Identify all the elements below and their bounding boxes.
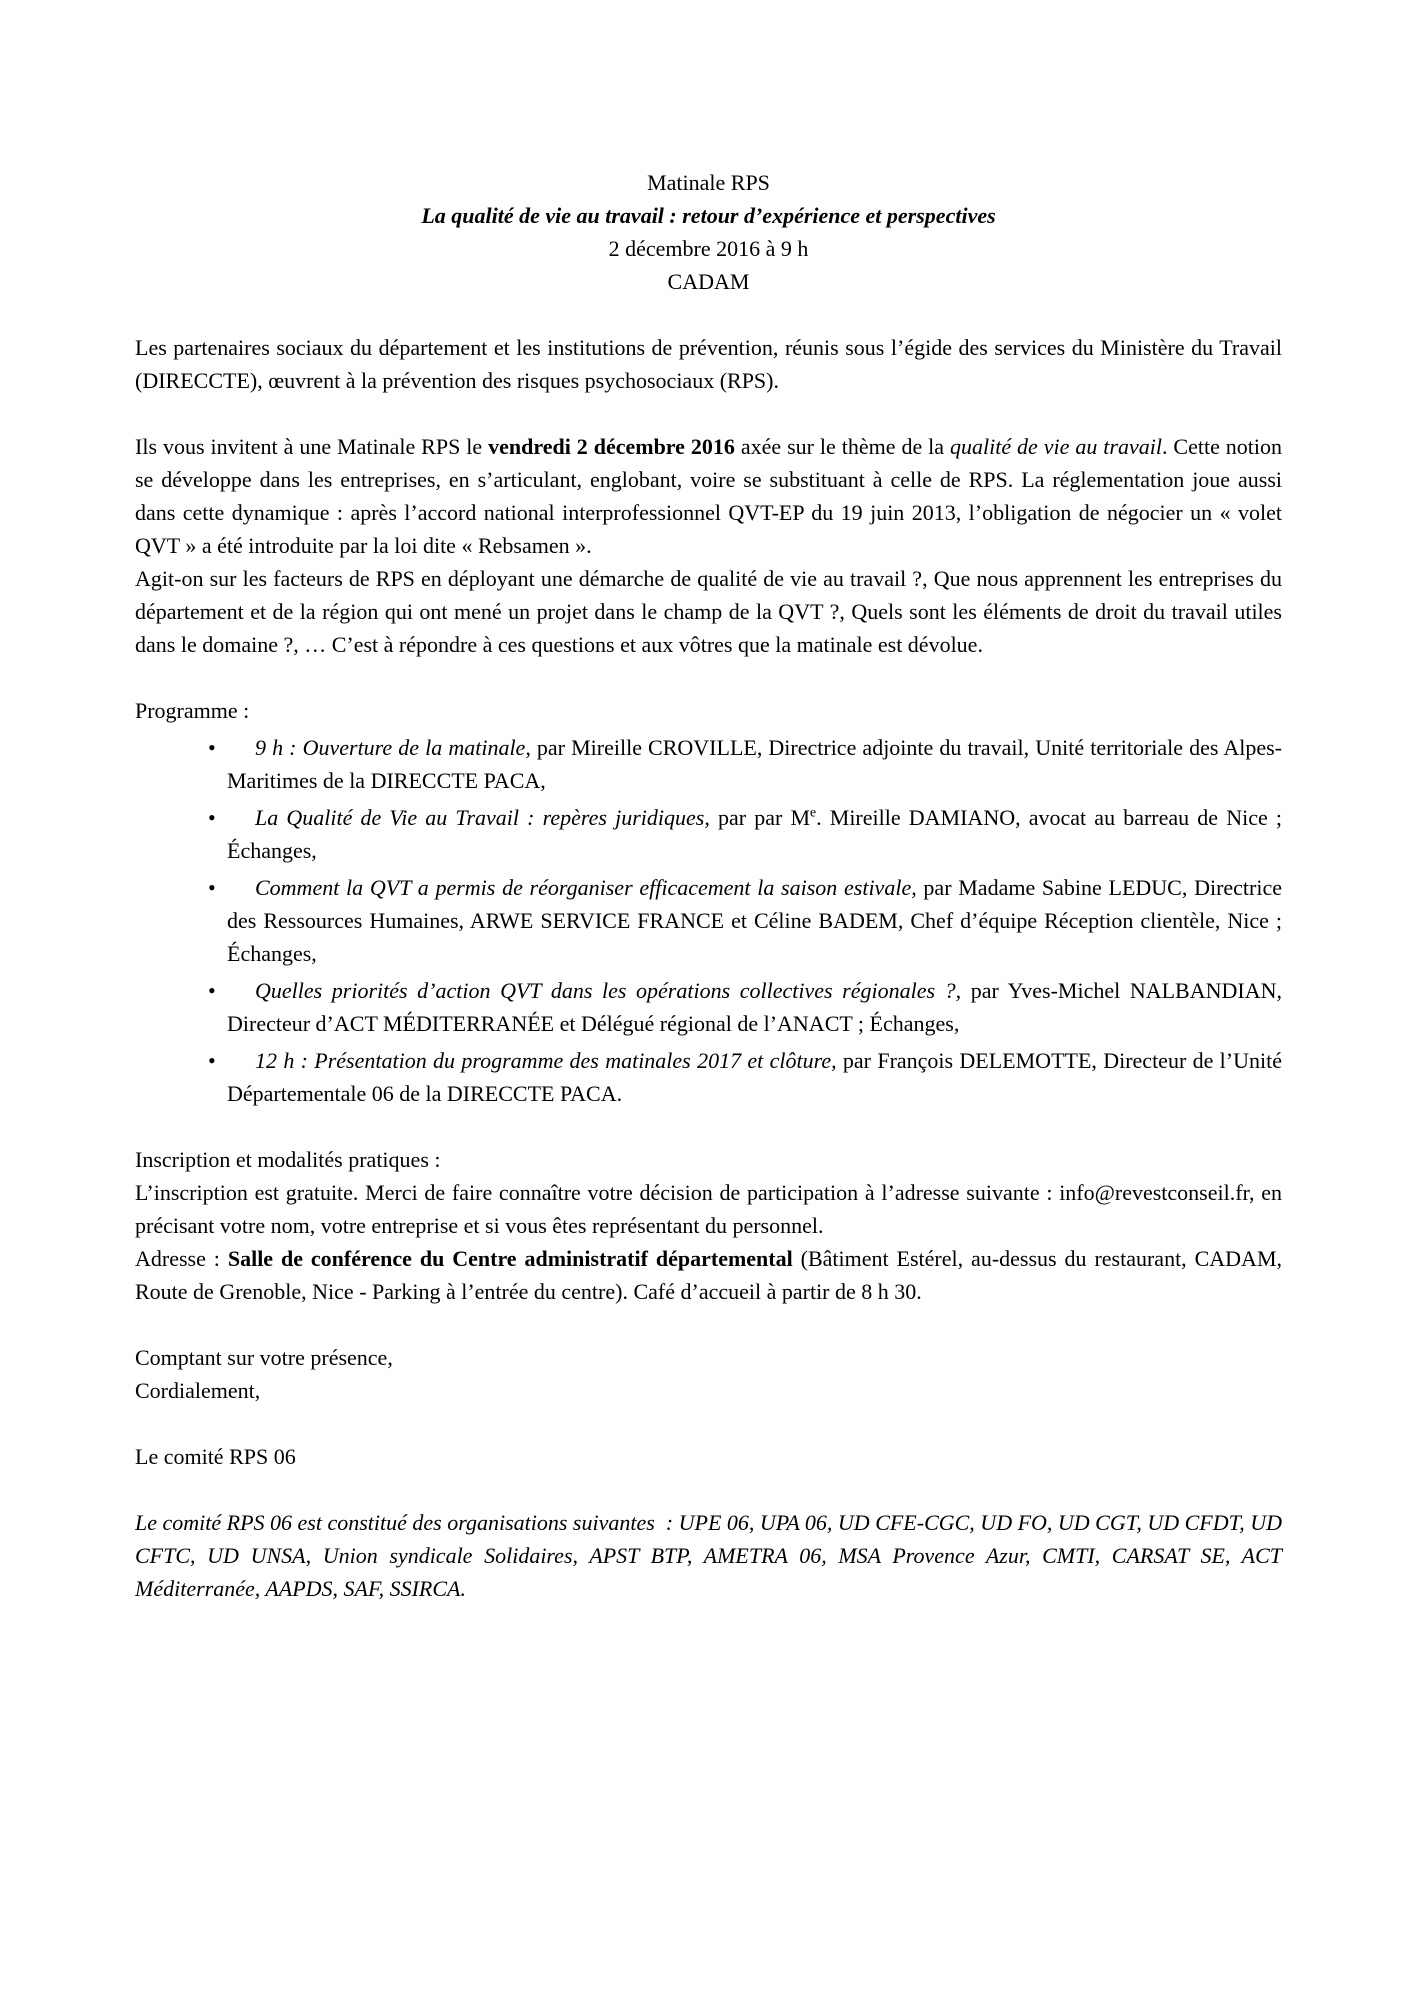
registration-text-1: L’inscription est gratuite. Merci de faire connaître votre décision de participation à l’adresse suivante : (135, 1180, 1060, 1205)
address-label: Adresse : (135, 1246, 228, 1271)
registration-text-2: , en précisant votre nom, votre entreprise et si vous êtes représentant du personnel. (135, 1180, 1283, 1238)
program-item-5 (135, 1044, 1282, 1110)
closing-line-2: Cordialement, (135, 1378, 261, 1403)
program-item-3-text: par Madame Sabine LEDUC, Directrice des Ressources Humaines, ARWE SERVICE FRANCE et Céline BADEM, Chef d’équipe Réception clientèle, Nice ; Échanges, (227, 875, 1283, 966)
event-subtitle: La qualité de vie au travail : retour d’expérience et perspectives (421, 203, 996, 228)
program-item-5-text: par François DELEMOTTE, Directeur de l’Unité Départementale 06 de la DIRECCTE PACA. (227, 1048, 1282, 1106)
invitation-text-2: axée sur le thème de la (734, 434, 950, 459)
event-title: Matinale RPS (647, 170, 770, 195)
event-location: CADAM (667, 269, 750, 294)
questions-paragraph: Agit-on sur les facteurs de RPS en déployant une démarche de qualité de vie au travail ?, Que nous apprennent les entreprises du département et de la région qui ont mené un projet dans le champ de la QVT ?, Quels sont les éléments de droit du travail utiles dans le domaine ?, … C’est à répondre à ces questions et aux vôtres que la matinale est dévolue. (135, 566, 1282, 657)
invitation-text-3: . Cette notion se développe dans les entreprises, en s’articulant, englobant, voire se substituant à celle de RPS. La réglementation joue aussi dans cette dynamique : après l’accord national interprofessionnel QVT-EP du 19 juin 2013, l’obligation de négocier un « volet QVT » a été introduite par la loi dite « Rebsamen ». (135, 434, 1282, 558)
intro-paragraph: Les partenaires sociaux du département et les institutions de prévention, réunis sous l’égide des services du Ministère du Travail (DIRECCTE), œuvrent à la prévention des risques psychosociaux (RPS). (135, 335, 1282, 393)
program-item-1-text: par Mireille CROVILLE, Directrice adjointe du travail, Unité territoriale des Alpes-Maritimes de la DIRECCTE PACA, (227, 735, 1282, 793)
program-item-2-text-pre: par par M (709, 805, 811, 830)
event-theme-italic: qualité de vie au travail (949, 434, 1162, 459)
program-item-2-title: La Qualité de Vie au Travail : repères juridiques, (255, 805, 710, 830)
program-item-2-superscript: e (810, 804, 817, 820)
venue-name-bold: Salle de conférence du Centre administratif départemental (227, 1246, 793, 1271)
document-header (135, 166, 1282, 298)
program-item-4 (135, 974, 1282, 1040)
invitation-text-1: Ils vous invitent à une Matinale RPS le (135, 434, 489, 459)
program-item-2 (135, 801, 1282, 867)
address-paragraph (135, 1242, 1282, 1308)
program-item-3-title: Comment la QVT a permis de réorganiser efficacement la saison estivale, (255, 875, 917, 900)
program-label: Programme : (135, 698, 250, 723)
address-text: (Bâtiment Estérel, au-dessus du restaurant, CADAM, Route de Grenoble, Nice - Parking à l’entrée du centre). Café d’accueil à partir de 8 h 30. (135, 1246, 1282, 1304)
program-list (135, 731, 1282, 1110)
program-item-1-title: 9 h : Ouverture de la matinale, (255, 735, 531, 760)
program-item-4-text: par Yves-Michel NALBANDIAN, Directeur d’ACT MÉDITERRANÉE et Délégué régional de l’ANACT ; Échanges, (227, 978, 1282, 1036)
signature: Le comité RPS 06 (135, 1444, 296, 1469)
program-item-5-title: 12 h : Présentation du programme des matinales 2017 et clôture, (255, 1048, 837, 1073)
program-item-1 (135, 731, 1282, 797)
invitation-paragraph (135, 430, 1282, 562)
footer-note: Le comité RPS 06 est constitué des organisations suivantes : UPE 06, UPA 06, UD CFE-CGC, UD FO, UD CGT, UD CFDT, UD CFTC, UD UNSA, Union syndicale Solidaires, APST BTP, AMETRA 06, MSA Provence Azur, CMTI, CARSAT SE, ACT Méditerranée, AAPDS, SAF, SSIRCA. (135, 1510, 1282, 1601)
program-item-2-text: . Mireille DAMIANO, avocat au barreau de Nice ; Échanges, (227, 805, 1283, 863)
program-item-3 (135, 871, 1282, 970)
program-item-4-title: Quelles priorités d’action QVT dans les opérations collectives régionales ?, (255, 978, 962, 1003)
event-date-bold: vendredi 2 décembre 2016 (488, 434, 735, 459)
registration-body (135, 1176, 1282, 1242)
email-address: info@revestconseil.fr (1059, 1180, 1250, 1205)
closing-line-1: Comptant sur votre présence, (135, 1345, 393, 1370)
registration-label: Inscription et modalités pratiques : (135, 1147, 441, 1172)
event-datetime: 2 décembre 2016 à 9 h (608, 236, 809, 261)
